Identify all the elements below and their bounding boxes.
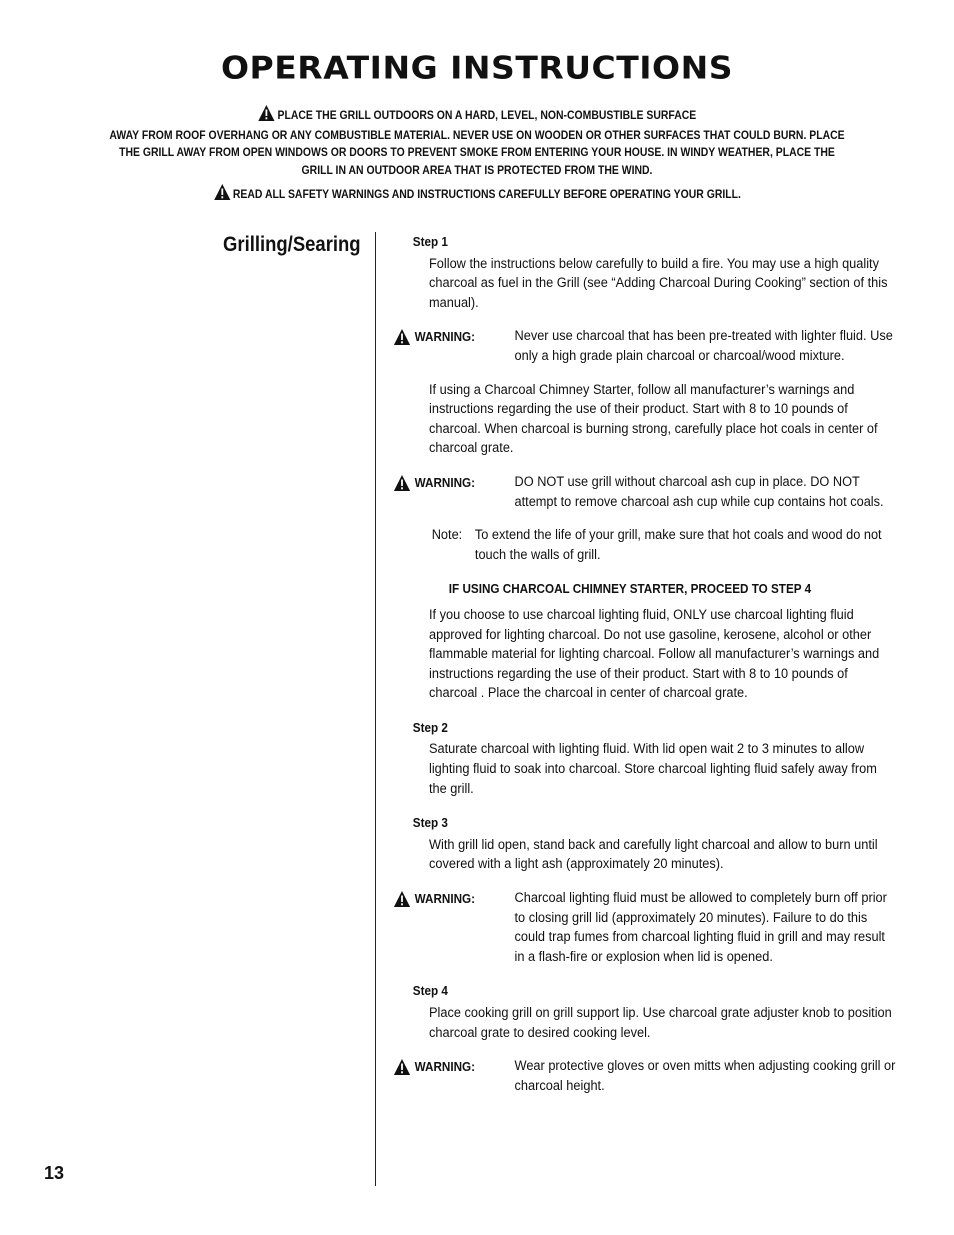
- warning-block: [393, 473, 897, 512]
- warning-label-text: WARNING:: [414, 1059, 476, 1075]
- warning-label: [393, 327, 475, 347]
- step-1-text: Follow the instructions below carefully to build a fire. You may use a high quality charcoal as fuel in the Grill (see “Adding Charcoal During Cooking” section of this manual).: [429, 255, 888, 311]
- safety-notice-lead: PLACE THE GRILL OUTDOORS ON A HARD, LEVEL, NON-COMBUSTIBLE SURFACE: [277, 109, 697, 122]
- warning-label: [393, 1057, 475, 1077]
- warning-block: [393, 327, 897, 366]
- lighting-fluid-text: If you choose to use charcoal lighting fluid, ONLY use charcoal lighting fluid approved for lighting charcoal. Do not use gasoline, kerosene, alcohol or other flammable material for lighting charcoal. Follow all manufacturer’s warnings and instructions regarding the use of their product. Start with 8 to 10 pounds of charcoal . Place the charcoal in center of charcoal grate.: [429, 606, 880, 702]
- step-1-label: Step 1: [412, 234, 448, 249]
- instructions-column: [393, 232, 898, 1096]
- warning-triangle-icon: [393, 890, 411, 908]
- step-2-text: Saturate charcoal with lighting fluid. With lid open wait 2 to 3 minutes to allow lighting fluid to soak into charcoal. Store charcoal lighting fluid safely away from the grill.: [429, 741, 877, 797]
- warning-label: [393, 889, 475, 909]
- step-3-label: Step 3: [412, 815, 448, 831]
- warning-triangle-icon: [393, 474, 411, 492]
- safety-notice-lead: READ ALL SAFETY WARNINGS AND INSTRUCTIONS CAREFULLY BEFORE OPERATING YOUR GRILL.: [232, 188, 741, 201]
- safety-notice-body: AWAY FROM ROOF OVERHANG OR ANY COMBUSTIBLE MATERIAL. NEVER USE ON WOODEN OR OTHER SURFACES THAT COULD BURN. PLACE THE GRILL AWAY FROM OPEN WINDOWS OR DOORS TO PREVENT SMOKE FROM ENTERING YOUR HOUSE. IN WINDY WEATHER, PLACE THE GRILL IN AN OUTDOOR AREA THAT IS PROTECTED FROM THE WIND.: [109, 129, 845, 177]
- warning-text: Charcoal lighting fluid must be allowed to completely burn off prior to closing grill lid (approximately 20 minutes). Failure to do this could trap fumes from charcoal lighting fluid in grill and may result in a flash-fire or explosion when lid is opened.: [514, 890, 887, 965]
- warning-block: [393, 1057, 897, 1096]
- proceed-directive: IF USING CHARCOAL CHIMNEY STARTER, PROCEED TO STEP 4: [448, 581, 812, 597]
- note-block: [432, 526, 898, 565]
- step-2-label: Step 2: [412, 719, 448, 735]
- warning-text: DO NOT use grill without charcoal ash cup in place. DO NOT attempt to remove charcoal ash cup while cup contains hot coals.: [514, 473, 884, 510]
- warning-triangle-icon: [258, 104, 276, 127]
- warning-label-text: WARNING:: [414, 474, 476, 490]
- page-number: 13: [44, 1163, 65, 1183]
- warning-triangle-icon: [393, 1058, 411, 1076]
- chimney-starter-text: If using a Charcoal Chimney Starter, follow all manufacturer’s warnings and instructions regarding the use of their product. Start with 8 to 10 pounds of charcoal. When charcoal is burning strong, carefully place hot coals in center of charcoal grate.: [429, 381, 878, 457]
- warning-text: Never use charcoal that has been pre-treated with lighter fluid. Use only a high grade plain charcoal or charcoal/wood mixture.: [514, 328, 893, 364]
- warning-label: [393, 473, 475, 493]
- step-4-text: Place cooking grill on grill support lip. Use charcoal grate adjuster knob to position charcoal grate to desired cooking level.: [429, 1005, 892, 1041]
- warning-label-text: WARNING:: [414, 891, 476, 907]
- safety-notice-read-warnings: [104, 183, 851, 206]
- section-title: Grilling/Searing: [223, 233, 361, 256]
- note-text: To extend the life of your grill, make sure that hot coals and wood do not touch the walls of grill.: [474, 527, 882, 563]
- warning-triangle-icon: [213, 183, 231, 206]
- step-4-label: Step 4: [412, 983, 448, 999]
- step-3-text: With grill lid open, stand back and carefully light charcoal and allow to burn until covered with a light ash (approximately 20 minutes).: [429, 836, 878, 873]
- warning-label-text: WARNING:: [414, 329, 476, 345]
- page-title: OPERATING INSTRUCTIONS: [221, 48, 733, 87]
- note-label: Note:: [431, 527, 463, 544]
- warning-text: Wear protective gloves or oven mitts when adjusting cooking grill or charcoal height.: [514, 1058, 896, 1094]
- warning-triangle-icon: [393, 328, 411, 346]
- safety-notice-placement: [104, 104, 851, 179]
- column-divider: [375, 232, 376, 1186]
- warning-block: [393, 889, 897, 967]
